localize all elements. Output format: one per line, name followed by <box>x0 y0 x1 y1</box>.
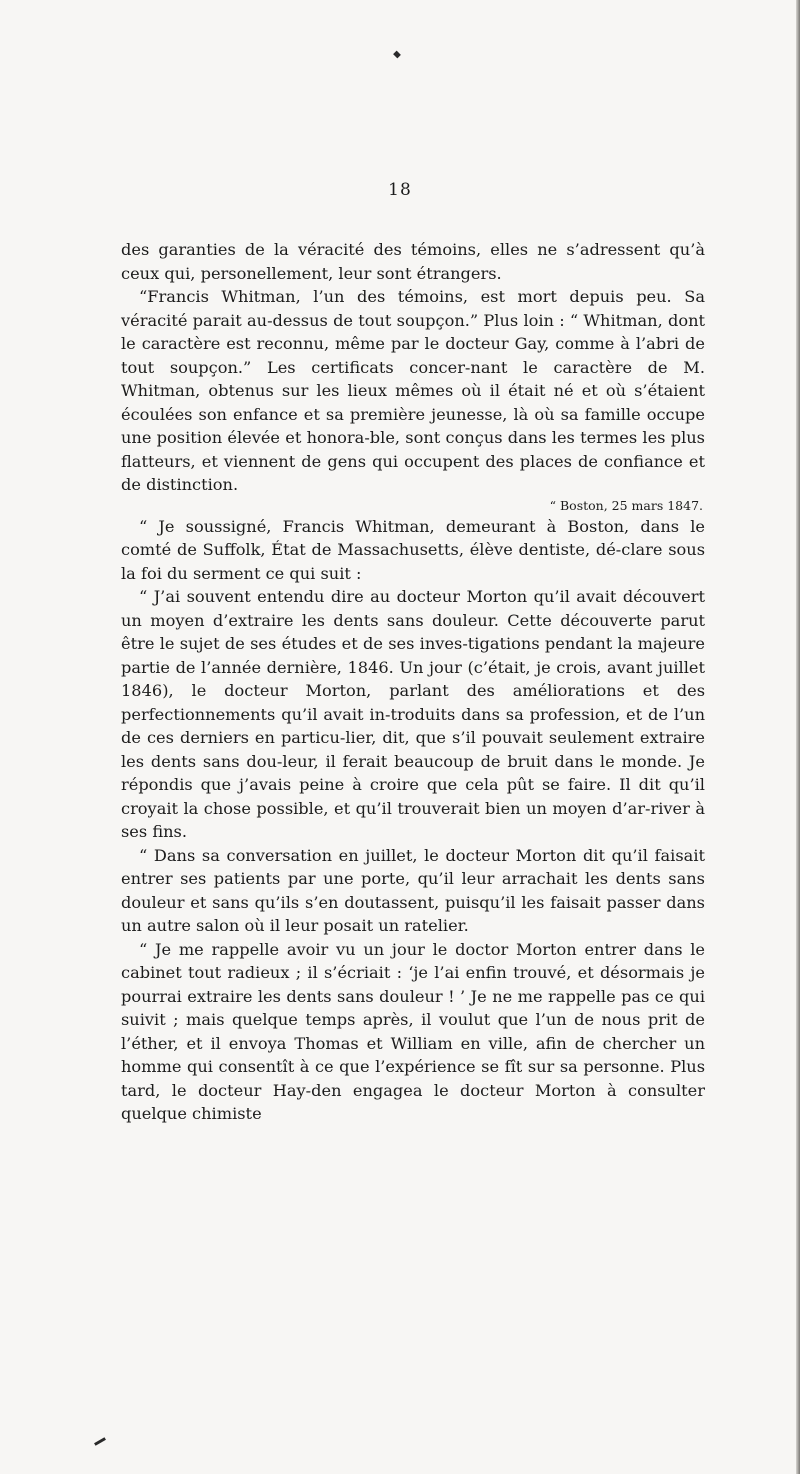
paragraph: des garanties de la véracité des témoins, elles ne s’adressent qu’à ceux qui, personellement, leur sont étrangers. <box>121 240 705 283</box>
paragraph: “Francis Whitman, l’un des témoins, est mort depuis peu. Sa véracité parait au-dessus de tout soupçon.” Plus loin : “ Whitman, dont le caractère est reconnu, même par le docteur Gay, comme à l’abri de tout soupçon.” Les certificats concer-nant le caractère de M. Whitman, obtenus sur les lieux mêmes où il était né et où s’étaient écoulées son enfance et sa première jeunesse, là où sa famille occupe une position élevée et honora-ble, sont conçus dans les termes les plus flatteurs, et viennent de gens qui occupent des places de confiance et de distinction. <box>121 287 705 494</box>
ink-speck <box>393 51 401 59</box>
body-text <box>121 238 705 1126</box>
ink-speck <box>94 1437 106 1446</box>
paragraph: “ Dans sa conversation en juillet, le docteur Morton dit qu’il faisait entrer ses patients par une porte, qu’il leur arrachait les dents sans douleur et sans qu’ils s’en doutassent, puisqu’il les faisait passer dans un autre salon où il leur posait un ratelier. <box>121 845 705 935</box>
paragraph: “ Je me rappelle avoir vu un jour le doctor Morton entrer dans le cabinet tout radieux ; il s’écriait : ‘je l’ai enfin trouvé, et désormais je pourrai extraire les dents sans douleur ! ’ Je ne me rappelle pas ce qui suivit ; mais quelque temps après, il voulut que l’un de nous prit de l’éther, et il envoya Thomas et William en ville, afin de chercher un homme qui consentît à ce que l’expérience se fît sur sa personne. Plus tard, le docteur Hay-den engagea le docteur Morton à consulter quelque chimiste <box>121 939 705 1123</box>
page-number: 18 <box>388 180 412 200</box>
paragraph: “ Je soussigné, Francis Whitman, demeurant à Boston, dans le comté de Suffolk, État de Massachusetts, élève dentiste, dé-clare sous la foi du serment ce qui suit : <box>121 516 705 583</box>
page-edge-shadow <box>796 0 800 1474</box>
dateline: “ Boston, 25 mars 1847. <box>549 497 703 513</box>
paragraph: “ J’ai souvent entendu dire au docteur Morton qu’il avait découvert un moyen d’extraire les dents sans douleur. Cette découverte parut être le sujet de ses études et de ses inves-tigations pendant la majeure partie de l’année dernière, 1846. Un jour (c’était, je crois, avant juillet 1846), le docteur Morton, parlant des améliorations et des perfectionnements qu’il avait in-troduits dans sa profession, et de l’un de ces derniers en particu-lier, dit, que s’il pouvait seulement extraire les dents sans dou-leur, il ferait beaucoup de bruit dans le monde. Je répondis que j’avais peine à croire que cela pût se faire. Il dit qu’il croyait la chose possible, et qu’il trouverait bien un moyen d’ar-river à ses fins. <box>121 587 705 841</box>
